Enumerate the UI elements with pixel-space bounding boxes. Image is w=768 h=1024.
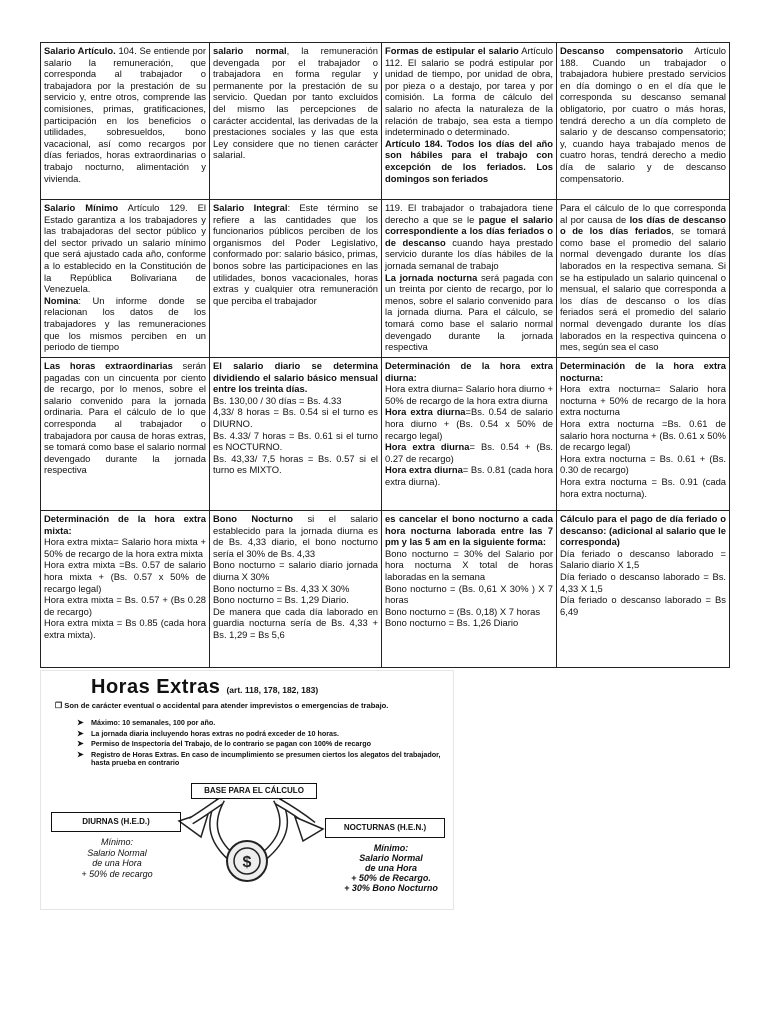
cell-horas-extraordinarias: Las horas extraordinarias serán pagadas con un cincuenta por ciento de recargo, por lo menos, sobre el salario convenido para la jornada ordinaria. Para el cálculo de lo que corresponda al trabajador o trabajadora por causa de horas extras, se tomará como base el salario normal devengado durante la jornada respectiva — [41, 358, 210, 511]
cell-formas-estipular: Formas de estipular el salario Artículo 112. El salario se podrá estipular por unidad de tiempo, por unidad de obra, por pieza o a destajo, por tarea y por comisión. La forma de cálculo del salario no afecta la naturaleza de la relación de trabajo, sea esta a tiempo indeterminado o determinado. Artículo 184. Todos los días del año son hábiles para el trabajo con excepción de los feriados. Los domingos son feriados — [382, 43, 557, 200]
list-item: ➤ La jornada diaria incluyendo horas extras no podrá exceder de 10 horas. — [77, 728, 340, 738]
diagram-title: Horas Extras (art. 118, 178, 182, 183) — [91, 676, 319, 698]
base-calculo-box: BASE PARA EL CÁLCULO — [191, 783, 317, 799]
diagram-intro: ❐ Son de carácter eventual o accidental para atender imprevistos o emergencias de trabajo. — [55, 701, 389, 710]
cell-bono-nocturno: Bono Nocturno si el salario establecido para la jornada diurna es de Bs. 4,33 diario, el bono nocturno sería el 30% de Bs. 4,33 Bono nocturno = salario diario jornada diurna X 30% Bono nocturno = Bs. 4,33 X 30% Bono nocturno = Bs. 1,29 Diario. De manera que cada día laborado en guardia nocturna sería de Bs. 4,33 + Bs. 1,29 = Bs 5,6 — [210, 511, 382, 668]
diurnas-box: DIURNAS (H.E.D.) — [51, 812, 181, 832]
cell-salario-normal: salario normal, la remuneración devengada por el trabajador o trabajadora en forma regular y permanente por la prestación de su servicio. Quedan por tanto excluidos del mismo las percepciones de carácter accidental, las derivadas de la prestaciones sociales y las que esta Ley considere que no tienen carácter salarial. — [210, 43, 382, 200]
cell-calculo-descanso: Para el cálculo de lo que corresponda al por causa de los días de descanso o de los días feriados, se tomará como base el promedio del salario normal devengado durante los días laborados en la respectiva semana. Si se ha estipulado un salario quincenal o mensual, el salario que corresponda a los días de descanso o los días feriados será el promedio del salario normal devengado durante los días laborados en la respectiva quincena o mes, según sea el caso — [557, 200, 730, 358]
arrow-bullet-icon: ➤ — [77, 728, 84, 738]
diurnas-minimo: Mínimo: Salario Normal de una Hora + 50% de recargo — [81, 837, 153, 879]
cell-hora-extra-nocturna: Determinación de la hora extra nocturna: Hora extra nocturna= Salario hora nocturna + 50% de recargo de la hora extra nocturna Hora extra nocturna =Bs. 0.61 de salario hora nocturna + (Bs. 0.61 x 50% de recargo legal) Hora extra nocturna = Bs. 0.61 + (Bs. 0.30 de recargo) Hora extra nocturna = Bs. 0.91 (cada hora extra nocturna). — [557, 358, 730, 511]
list-item: ➤ Permiso de Inspectoría del Trabajo, de lo contrario se pagan con 100% de recargo — [77, 739, 372, 749]
cell-dias-feriados: 119. El trabajador o trabajadora tiene derecho a que se le pague el salario correspondiente a los días feriados o de descanso cuando haya prestado servicio durante los días hábiles de la jornada semanal de trabajo La jornada nocturna será pagada con un treinta por ciento de recargo, por lo menos, sobre el salario convenido para la jornada diurna. Para el cálculo, se tomará como base el salario normal devengado durante la jornada respectiva — [382, 200, 557, 358]
cell-descanso-compensatorio: Descanso compensatorio Artículo 188. Cuando un trabajador o trabajadora hubiere prestado servicios en día domingo o en el día que le corresponda su descanso semanal obligatorio, por cuatro o más horas, tendrá derecho a un día completo de salario y de descanso compensatorio; y, cuando haya trabajado menos de cuatro horas, tendrá derecho a medio día de salario y de descanso compensatorio. — [557, 43, 730, 200]
cell-salario-articulo: Salario Artículo. 104. Se entiende por salario la remuneración, que corresponda al trabajador o trabajadora por la prestación de su servicio y, entre otros, comprende las comisiones, primas, gratificaciones, participación en los beneficios o utilidades, sobresueldos, bono vacacional, así como recargos por días feriados, horas extraordinarias o trabajo nocturno, alimentación y vivienda. — [41, 43, 210, 200]
arrow-bullet-icon: ➤ — [77, 718, 84, 727]
table-row — [41, 200, 730, 358]
table-row — [41, 358, 730, 511]
cell-salario-integral: Salario Integral: Este término se refiere a las cantidades que los funcionarios públicos perciben de los organismos del Poder Legislativo, conformado por: salario básico, primas, bonos sobre las participaciones en las utilidades, bonos vacacionales, horas extras y cualquier otra remuneración que perciba el trabajador — [210, 200, 382, 358]
nocturnas-minimo: Mínimo: Salario Normal de una Hora + 50% de Recargo. + 30% Bono Nocturno — [344, 843, 438, 893]
labor-law-table — [40, 42, 730, 668]
table-row — [41, 511, 730, 668]
diagram-bullets — [77, 719, 447, 770]
table-row — [41, 43, 730, 200]
arrow-bullet-icon: ➤ — [77, 739, 84, 749]
svg-text:$: $ — [242, 854, 252, 871]
nocturnas-box: NOCTURNAS (H.E.N.) — [325, 818, 445, 838]
list-item: ➤ Registro de Horas Extras. En caso de incumplimiento se presumen ciertos los alegatos del trabajador, hasta prueba en contrario — [77, 749, 441, 768]
cell-salario-minimo: Salario Mínimo Artículo 129. El Estado garantiza a los trabajadores y las trabajadoras del sector público y del sector privado un salario mínimo que será ajustado cada año, conforme a lo establecido en la Constitución de la República Bolivariana de Venezuela. Nomina: Un informe donde se relacionan los datos de los trabajadores y las remuneraciones que los mismos perciben en un periodo de tiempo — [41, 200, 210, 358]
cell-hora-extra-diurna: Determinación de la hora extra diurna: Hora extra diurna= Salario hora diurno + 50% de recargo de la hora extra diurna Hora extra diurna=Bs. 0.54 de salario hora diurno + (Bs. 0.54 x 50% de recargo legal) Hora extra diurna= Bs. 0.54 + (Bs. 0.27 de recargo) Hora extra diurna= Bs. 0.81 (cada hora extra diurna). — [382, 358, 557, 511]
list-item: ➤ Máximo: 10 semanales, 100 por año. — [77, 718, 216, 727]
cell-bono-nocturno-horas: es cancelar el bono nocturno a cada hora nocturna laborada entre las 7 pm y las 5 am en la siguiente forma: Bono nocturno = 30% del Salario por hora nocturna X total de horas laboradas en la semana Bono nocturno = (Bs. 0,61 X 30% ) X 7 horas Bono nocturno = (Bs. 0,18) X 7 horas Bono nocturno = Bs. 1,26 Diario — [382, 511, 557, 668]
cell-hora-extra-mixta: Determinación de la hora extra mixta: Hora extra mixta= Salario hora mixta + 50% de recargo de la hora extra mixta Hora extra mixta =Bs. 0.57 de salario hora mixta + (Bs. 0.57 x 50% de recargo legal) Hora extra mixta = Bs. 0.57 + (Bs 0.28 de recargo) Hora extra mixta = Bs 0.85 (cada hora extra mixta). — [41, 511, 210, 668]
arrow-bullet-icon: ➤ — [77, 749, 84, 759]
cell-dia-feriado: Cálculo para el pago de día feriado o descanso: (adicional al salario que le corresponda) Día feriado o descanso laborado = Salario diario X 1,5 Día feriado o descanso laborado = Bs. 4,33 X 1,5 Día feriado o descanso laborado = Bs 6,49 — [557, 511, 730, 668]
horas-extras-diagram — [40, 670, 454, 910]
cell-salario-diario: El salario diario se determina dividiendo el salario básico mensual entre los treinta días. Bs. 130,00 / 30 días = Bs. 4.33 4,33/ 8 horas = Bs. 0.54 si el turno es DIURNO. Bs. 4.33/ 7 horas = Bs. 0.61 si el turno es NOCTURNO. Bs. 43,33/ 7,5 horas = Bs. 0.57 si el turno es MIXTO. — [210, 358, 382, 511]
